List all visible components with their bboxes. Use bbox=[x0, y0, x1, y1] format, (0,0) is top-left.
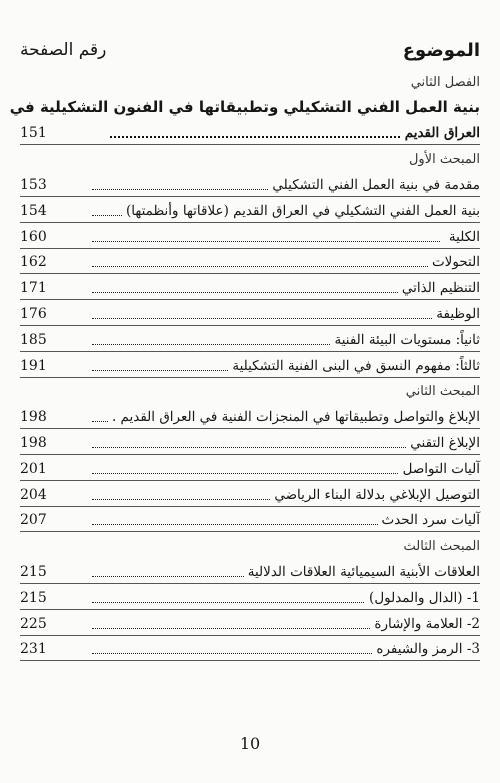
toc-entry bbox=[9, 94, 480, 120]
toc-entry bbox=[20, 455, 480, 481]
toc-entry-title: الكلية bbox=[445, 229, 480, 245]
toc-entry bbox=[20, 378, 480, 404]
toc-entry bbox=[20, 481, 480, 507]
toc-entry-page: 176 bbox=[20, 305, 47, 322]
leader-dots bbox=[92, 447, 440, 448]
leader-dots bbox=[92, 473, 440, 474]
toc-entry bbox=[20, 68, 480, 94]
toc-entry-title: العراق القديم bbox=[401, 125, 480, 141]
toc-entry-title: الوظيفة bbox=[432, 306, 480, 322]
toc-entry-title: العلاقات الأبنية السيميائية العلاقات الدلالية bbox=[244, 564, 480, 580]
toc-entry-title: 1- (الدال والمدلول) bbox=[365, 590, 480, 606]
topic-column-label: الموضوع bbox=[402, 40, 480, 61]
toc-entry-title: الإبلاغ التقني bbox=[406, 435, 480, 451]
leader-dots bbox=[92, 292, 440, 293]
toc-entry-title: الإبلاغ والتواصل وتطبيقاتها في المنجزات الفنية في العراق القديم . bbox=[108, 409, 480, 425]
toc-entry-page: 201 bbox=[20, 460, 47, 477]
toc-entry-title: ثالثاً: مفهوم النسق في البنى الفنية التشكيلية bbox=[228, 358, 480, 374]
toc-entry-page: 185 bbox=[20, 331, 47, 348]
toc-entry bbox=[20, 223, 480, 249]
toc-entry bbox=[20, 326, 480, 352]
toc-entry-title: التحولات bbox=[428, 254, 480, 270]
toc-entry-title: التوصيل الإبلاغي بدلالة البناء الرياضي bbox=[270, 487, 480, 503]
toc-entry-title: ثانياً: مستويات البيئة الفنية bbox=[330, 332, 480, 348]
toc-entry-title: 2- العلامة والإشارة bbox=[370, 616, 480, 632]
toc-entry-page: 162 bbox=[20, 254, 47, 271]
toc-entry-page: 171 bbox=[20, 280, 47, 297]
toc-entry bbox=[20, 507, 480, 533]
toc-entry bbox=[20, 636, 480, 662]
toc-entry-page: 191 bbox=[20, 357, 47, 374]
toc-entry-title: آليات التواصل bbox=[399, 461, 480, 477]
leader-dots bbox=[110, 136, 440, 138]
row-divider bbox=[20, 660, 480, 661]
toc-entry bbox=[20, 558, 480, 584]
toc-entry bbox=[20, 532, 480, 558]
toc-entry-title: 3- الرمز والشيفره bbox=[372, 641, 480, 657]
toc-entry-page: 207 bbox=[20, 512, 47, 529]
toc-entry-page: 153 bbox=[20, 176, 47, 193]
toc-entry-title: مقدمة في بنية العمل الفني التشكيلي bbox=[268, 177, 480, 193]
toc-entry-title: بنية العمل الفني التشكيلي في العراق القديم (علاقاتها وأنظمتها) bbox=[122, 203, 480, 219]
page-footer-number: 10 bbox=[239, 734, 261, 753]
toc-entry-page: 215 bbox=[20, 563, 47, 580]
toc-entry-title: التنظيم الذاتي bbox=[398, 280, 480, 296]
toc-entry-page: 215 bbox=[20, 589, 47, 606]
toc-entry-page: 198 bbox=[20, 434, 47, 451]
toc-header bbox=[20, 40, 480, 70]
toc-entry-page: 204 bbox=[20, 486, 47, 503]
toc-entry-title: آليات سرد الحدث bbox=[378, 512, 481, 528]
toc-entry bbox=[20, 171, 480, 197]
toc-entry-page: 154 bbox=[20, 202, 47, 219]
toc-entry-page: 225 bbox=[20, 615, 47, 632]
toc-entry bbox=[20, 300, 480, 326]
toc-entry bbox=[20, 274, 480, 300]
toc-entry bbox=[20, 352, 480, 378]
toc-entry bbox=[20, 249, 480, 275]
toc-entry bbox=[20, 610, 480, 636]
toc-entry bbox=[20, 584, 480, 610]
toc-entry bbox=[20, 403, 480, 429]
table-of-contents bbox=[9, 68, 480, 661]
page-number-column-label: رقم الصفحة bbox=[20, 40, 107, 60]
section-label: المبحث الأول bbox=[405, 152, 480, 167]
toc-entry bbox=[20, 429, 480, 455]
section-label: المبحث الثالث bbox=[400, 539, 480, 554]
section-label: الفصل الثاني bbox=[407, 75, 480, 90]
toc-entry-page: 151 bbox=[20, 125, 47, 142]
toc-entry-page: 231 bbox=[20, 641, 47, 658]
leader-dots bbox=[92, 266, 440, 267]
leader-dots bbox=[92, 241, 440, 242]
leader-dots bbox=[92, 318, 440, 319]
toc-entry bbox=[20, 145, 480, 171]
toc-entry bbox=[20, 197, 480, 223]
section-label: المبحث الثاني bbox=[402, 384, 480, 399]
toc-entry-page: 160 bbox=[20, 228, 47, 245]
toc-entry bbox=[20, 120, 480, 146]
toc-entry-page: 198 bbox=[20, 409, 47, 426]
chapter-title: بنية العمل الفني التشكيلي وتطبيقاتها في الفنون التشكيلية في bbox=[6, 98, 480, 116]
